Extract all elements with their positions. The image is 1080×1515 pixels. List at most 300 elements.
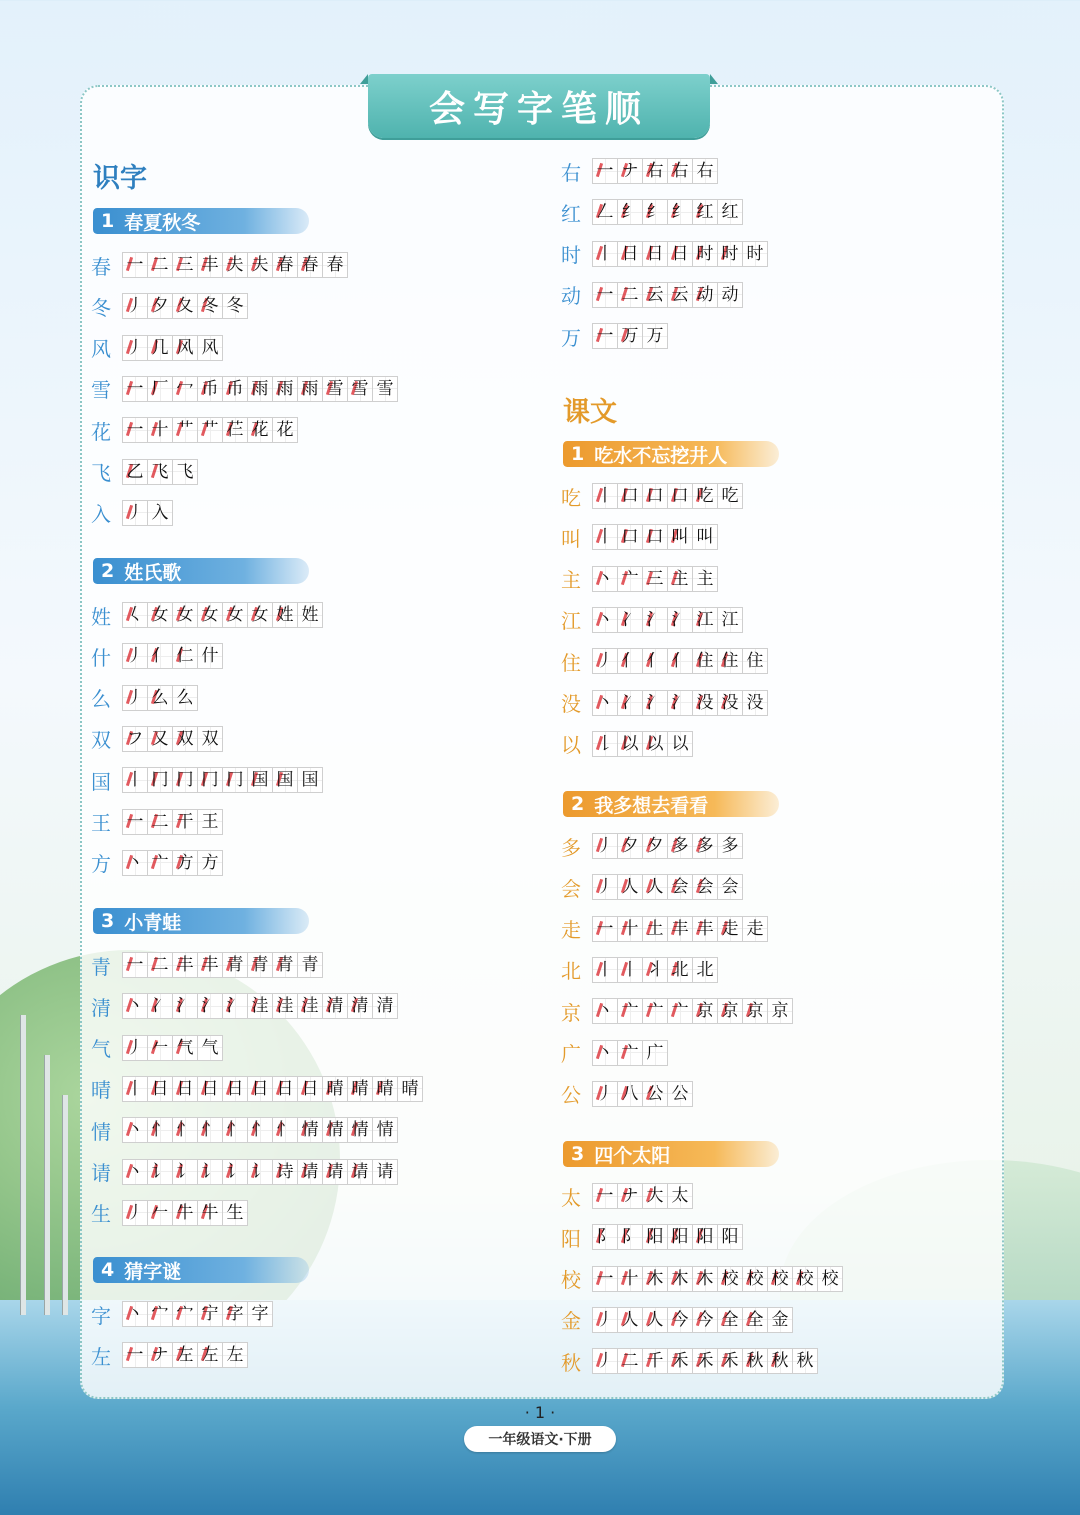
stroke-step-glyph: 阳 [646,1227,664,1248]
stroke-order-row [90,809,223,835]
stroke-step-glyph: 冂 [151,770,169,791]
stroke-step-cell [147,1159,173,1185]
stroke-step-glyph: 一 [596,284,614,305]
stroke-step-glyph: 秋 [796,1351,814,1372]
stroke-step-glyph: 青 [276,955,294,975]
stroke-step-cell [617,998,643,1024]
stroke-step-cell [147,1076,173,1102]
stroke-step-glyph: 𡿨 [126,605,144,625]
stroke-step-cell [692,690,718,716]
stroke-order-row [560,998,793,1024]
stroke-step-glyph: 全 [721,1309,739,1330]
lesson-name: 四个太阳 [594,1144,671,1167]
stroke-step-cell [767,1266,793,1292]
stroke-order-row [90,1301,273,1327]
stroke-step-cell [272,417,298,443]
stroke-step-glyph: 没 [696,692,714,713]
stroke-step-cell [272,376,298,402]
stroke-step-glyph: 丿 [126,337,144,358]
stroke-step-cell [197,850,223,876]
stroke-step-glyph: 丿 [596,651,614,672]
stroke-step-glyph: 木 [671,1268,689,1289]
stroke-step-glyph: 没 [721,692,739,713]
stroke-step-cell [122,726,148,752]
stroke-step-cell [172,685,198,711]
stroke-step-glyph: 日 [646,243,664,264]
stroke-step-cell [147,335,173,361]
stroke-order-row [90,1117,398,1143]
stroke-step-glyph: 乙 [126,461,144,482]
stroke-step-cell [717,874,743,900]
stroke-step-glyph: 请 [376,1161,394,1182]
target-character: 太 [561,1185,581,1210]
stroke-step-glyph: 丶 [596,1001,614,1022]
stroke-step-glyph: 丨 [596,486,614,506]
lesson-number: 3 [101,910,115,932]
stroke-step-glyph: 会 [671,877,689,898]
stroke-step-cell [222,1342,248,1368]
book-badge: 一年级语文·下册 [464,1426,616,1452]
stroke-step-cell [617,833,643,859]
target-character: 方 [91,852,111,877]
stroke-step-cell [617,1081,643,1107]
stroke-step-glyph: 姓 [301,605,319,625]
stroke-step-cell [667,1224,693,1250]
stroke-step-glyph: 亠 [621,1001,639,1022]
lesson-name: 小青蛙 [124,911,182,934]
stroke-step-glyph: 动 [721,284,739,305]
stroke-step-glyph: 气 [201,1037,219,1058]
stroke-step-cell [347,1076,373,1102]
stroke-step-cell [172,1301,198,1327]
stroke-step-cell [122,376,148,402]
stroke-step-cell [272,1076,298,1102]
stroke-step-cell [122,335,148,361]
stroke-order-row [560,1040,668,1066]
stroke-step-glyph: 情 [376,1120,394,1141]
stroke-step-cell [642,282,668,308]
lesson-title [563,791,779,817]
stroke-step-glyph: 丿 [126,646,144,667]
stroke-step-glyph: 干 [176,811,194,832]
lesson-number: 2 [571,793,585,815]
stroke-step-glyph: 双 [201,728,219,749]
lesson-number: 3 [571,1143,585,1165]
stroke-step-glyph: 又 [151,728,169,749]
stroke-step-cell [617,1348,643,1374]
stroke-step-glyph: 丶 [596,692,614,713]
stroke-order-row [560,648,768,674]
stroke-step-cell [642,916,668,942]
stroke-step-glyph: 丿 [126,1202,144,1223]
stroke-order-row [90,1342,248,1368]
target-character: 春 [91,254,111,279]
stroke-step-cell [692,833,718,859]
stroke-step-glyph: 方 [176,852,194,873]
stroke-step-cell [717,483,743,509]
stroke-step-glyph: 丶 [126,852,144,873]
stroke-step-cell [592,282,618,308]
stroke-step-glyph: 晴 [401,1078,419,1099]
stroke-step-cell [667,1081,693,1107]
stroke-step-glyph: 校 [771,1268,789,1289]
stroke-step-glyph: ナ [621,161,639,181]
stroke-step-glyph: 万 [646,326,664,347]
stroke-order-row [90,643,223,669]
stroke-step-glyph: 走 [746,918,764,939]
stroke-step-cell [692,1266,718,1292]
stroke-step-glyph: 丶 [596,1042,614,1063]
stroke-step-cell [667,282,693,308]
stroke-step-glyph: 校 [796,1268,814,1289]
target-character: 飞 [91,461,111,485]
stroke-order-row [90,993,398,1019]
stroke-step-cell [197,252,223,278]
stroke-step-cell [592,1266,618,1292]
lesson-number: 2 [101,560,115,582]
stroke-step-glyph: 口 [646,486,664,506]
stroke-step-glyph: 日 [621,243,639,264]
target-character: 万 [561,325,581,350]
stroke-step-cell [197,1200,223,1226]
stroke-order-row [90,850,223,876]
stroke-step-glyph: 右 [696,161,714,181]
stroke-step-glyph: 氵 [201,996,219,1017]
stroke-step-cell [617,1307,643,1333]
target-character: 动 [561,284,581,309]
stroke-step-glyph: 云 [646,284,664,305]
stroke-step-cell [742,690,768,716]
stroke-step-cell [147,850,173,876]
stroke-step-glyph: 一 [126,955,144,975]
birch-tree [44,1055,50,1315]
stroke-step-glyph: 讠 [151,1161,169,1182]
stroke-order-row [90,1159,398,1185]
stroke-step-glyph: 秋 [771,1351,789,1372]
stroke-step-glyph: 校 [746,1268,764,1289]
stroke-step-glyph: 夕 [621,836,639,856]
stroke-step-cell [592,874,618,900]
target-character: 入 [91,502,111,527]
stroke-step-cell [147,952,173,978]
stroke-step-glyph: 厂 [151,378,169,399]
stroke-step-cell [717,998,743,1024]
stroke-step-glyph: 江 [696,609,714,630]
stroke-step-cell [222,1159,248,1185]
stroke-step-cell [247,952,273,978]
stroke-step-cell [147,1301,173,1327]
stroke-step-glyph: 口 [646,527,664,548]
stroke-step-glyph: 吃 [721,486,739,506]
stroke-step-cell [667,1307,693,1333]
stroke-step-cell [742,1307,768,1333]
stroke-step-cell [172,726,198,752]
stroke-step-cell [222,293,248,319]
stroke-order-row [90,602,323,628]
stroke-step-cell [617,607,643,633]
stroke-step-glyph: 全 [746,1309,764,1330]
stroke-step-glyph: 诗 [276,1161,294,1182]
stroke-step-cell [222,1117,248,1143]
stroke-step-glyph: 氵 [671,692,689,713]
stroke-step-glyph: 𠂉 [151,1037,169,1058]
stroke-step-cell [147,376,173,402]
stroke-step-glyph: 一 [126,811,144,832]
stroke-step-cell [147,993,173,1019]
stroke-step-cell [667,483,693,509]
stroke-step-glyph: 丿 [126,296,144,317]
stroke-step-glyph: 时 [746,243,764,264]
stroke-step-cell [297,1159,323,1185]
stroke-step-glyph: 冫 [151,996,169,1017]
stroke-step-glyph: 八 [621,1083,639,1104]
stroke-step-cell [642,1040,668,1066]
stroke-step-cell [272,993,298,1019]
stroke-step-cell [742,916,768,942]
stroke-step-cell [197,335,223,361]
stroke-step-glyph: 丿 [596,1083,614,1104]
stroke-step-cell [197,1076,223,1102]
stroke-step-cell [742,1348,768,1374]
stroke-step-cell [617,731,643,757]
lesson-name: 猜字谜 [124,1260,182,1283]
stroke-step-cell [667,998,693,1024]
stroke-step-cell [272,602,298,628]
target-character: 多 [561,835,581,860]
stroke-step-cell [617,566,643,592]
stroke-step-glyph: 多 [671,836,689,856]
stroke-step-cell [667,1266,693,1292]
stroke-order-row [560,1224,743,1250]
stroke-step-cell [592,1224,618,1250]
stroke-step-cell [742,648,768,674]
stroke-step-cell [717,1307,743,1333]
stroke-step-cell [197,1301,223,1327]
target-character: 冬 [91,295,111,320]
stroke-order-row [560,1348,818,1374]
stroke-step-glyph: 多 [721,836,739,856]
stroke-step-cell [147,459,173,485]
stroke-order-row [560,833,743,859]
stroke-step-glyph: 京 [771,1001,789,1022]
stroke-step-glyph: 丿 [126,1037,144,1058]
stroke-step-cell [642,566,668,592]
stroke-step-glyph: 二 [151,811,169,832]
stroke-step-cell [692,1307,718,1333]
stroke-step-cell [247,602,273,628]
stroke-step-cell [592,1040,618,1066]
stroke-step-glyph: 右 [671,161,689,181]
stroke-step-glyph: 阳 [721,1227,739,1248]
stroke-step-cell [617,483,643,509]
stroke-step-cell [592,199,618,225]
stroke-step-glyph: 请 [326,1161,344,1182]
target-character: 叫 [561,526,581,551]
stroke-step-cell [297,602,323,628]
stroke-step-cell [322,376,348,402]
stroke-step-glyph: 洼 [301,996,319,1017]
stroke-order-row [560,323,668,349]
stroke-step-glyph: 二 [151,955,169,975]
stroke-step-glyph: 秋 [746,1351,764,1372]
stroke-step-glyph: 夫 [226,255,244,275]
stroke-step-cell [642,690,668,716]
stroke-step-glyph: 雨 [251,378,269,399]
stroke-step-glyph: 讠 [201,1161,219,1182]
stroke-step-glyph: 币 [226,378,244,399]
stroke-step-glyph: 阝 [596,1227,614,1248]
stroke-step-glyph: 太 [671,1186,689,1206]
target-character: 晴 [91,1078,111,1103]
lesson-title [563,1141,779,1167]
stroke-step-cell [222,417,248,443]
stroke-step-glyph: 夫 [251,255,269,275]
stroke-step-glyph: 冫 [621,692,639,713]
stroke-step-glyph: 雨 [276,378,294,399]
stroke-step-cell [667,607,693,633]
stroke-step-cell [247,376,273,402]
stroke-step-glyph: 忄 [151,1120,169,1141]
stroke-step-cell [297,376,323,402]
target-character: 主 [561,568,581,593]
stroke-step-cell [322,1117,348,1143]
target-character: 什 [91,645,111,670]
stroke-step-cell [592,483,618,509]
unit-title-left: 识字 [93,163,147,194]
stroke-step-cell [617,957,643,983]
target-character: 气 [91,1037,111,1062]
stroke-step-glyph: 人 [646,877,664,898]
stroke-step-cell [742,241,768,267]
stroke-step-cell [172,1076,198,1102]
stroke-step-cell [147,767,173,793]
stroke-step-cell [692,524,718,550]
stroke-step-glyph: 飞 [176,461,194,482]
target-character: 姓 [91,604,111,629]
stroke-step-cell [667,690,693,716]
stroke-step-glyph: 云 [671,284,689,305]
stroke-step-glyph: 请 [351,1161,369,1182]
stroke-step-cell [717,648,743,674]
target-character: 会 [561,876,581,901]
stroke-step-cell [122,1035,148,1061]
stroke-step-cell [642,998,668,1024]
stroke-step-glyph: 日 [151,1078,169,1099]
stroke-step-cell [767,1307,793,1333]
stroke-step-glyph: 丶 [126,1161,144,1182]
stroke-step-cell [122,500,148,526]
stroke-step-glyph: 一 [596,161,614,181]
stroke-step-glyph: 青 [301,955,319,975]
stroke-step-cell [347,993,373,1019]
stroke-step-cell [122,1076,148,1102]
stroke-step-cell [617,690,643,716]
stroke-step-glyph: ナ [621,1186,639,1206]
stroke-step-cell [147,809,173,835]
stroke-step-cell [617,648,643,674]
stroke-step-glyph: 𠄌 [596,733,614,754]
stroke-step-glyph: 丨 [596,243,614,264]
stroke-step-cell [297,1117,323,1143]
stroke-step-cell [592,1348,618,1374]
stroke-step-cell [172,376,198,402]
stroke-step-cell [642,874,668,900]
stroke-step-glyph: 忄 [201,1120,219,1141]
stroke-step-glyph: 动 [696,284,714,305]
stroke-step-cell [247,1159,273,1185]
stroke-step-glyph: 女 [151,605,169,625]
stroke-step-cell [147,726,173,752]
stroke-step-glyph: 二 [621,1351,639,1372]
stroke-step-cell [122,252,148,278]
target-character: 以 [561,733,581,758]
stroke-step-cell [172,459,198,485]
stroke-step-glyph: 女 [176,605,194,625]
stroke-step-glyph: 亠 [151,852,169,873]
stroke-step-glyph: 吃 [696,486,714,506]
stroke-step-cell [247,1117,273,1143]
stroke-step-cell [372,376,398,402]
stroke-step-glyph: 方 [201,852,219,873]
stroke-step-cell [122,459,148,485]
target-character: 双 [91,728,111,753]
target-character: 雪 [91,378,111,403]
stroke-step-cell [592,957,618,983]
stroke-step-glyph: 丶 [126,1304,144,1324]
stroke-step-glyph: 丿 [596,1309,614,1330]
stroke-step-cell [172,850,198,876]
stroke-step-cell [197,726,223,752]
stroke-step-cell [692,483,718,509]
stroke-step-glyph: 亻 [151,646,169,667]
stroke-step-cell [197,1117,223,1143]
stroke-step-glyph: 氵 [176,996,194,1017]
stroke-step-cell [667,241,693,267]
stroke-step-cell [122,809,148,835]
stroke-step-cell [147,1035,173,1061]
target-character: 情 [91,1119,111,1144]
target-character: 阳 [561,1226,581,1251]
stroke-step-cell [172,809,198,835]
target-character: 么 [91,687,111,712]
stroke-step-cell [372,1159,398,1185]
stroke-step-glyph: 红 [696,202,714,223]
stroke-step-glyph: 右 [646,161,664,181]
stroke-step-glyph: 阝 [621,1227,639,1248]
stroke-step-cell [667,916,693,942]
stroke-step-cell [247,1076,273,1102]
stroke-step-glyph: 晴 [351,1078,369,1099]
stroke-step-cell [222,1200,248,1226]
stroke-step-glyph: 牛 [176,1202,194,1223]
stroke-step-cell [172,993,198,1019]
stroke-step-cell [617,241,643,267]
stroke-step-glyph: 今 [696,1309,714,1330]
stroke-step-glyph: 亻 [621,651,639,672]
stroke-step-cell [122,850,148,876]
lesson-number: 1 [571,443,585,465]
stroke-step-cell [322,1076,348,1102]
stroke-step-glyph: 冖 [176,378,194,399]
stroke-step-glyph: 讠 [176,1161,194,1182]
lesson-name: 吃水不忘挖井人 [594,444,728,467]
stroke-step-cell [272,767,298,793]
stroke-step-cell [592,323,618,349]
stroke-step-glyph: 晴 [326,1078,344,1099]
stroke-step-cell [642,483,668,509]
stroke-step-glyph: 风 [176,337,194,358]
stroke-step-glyph: 女 [251,605,269,625]
